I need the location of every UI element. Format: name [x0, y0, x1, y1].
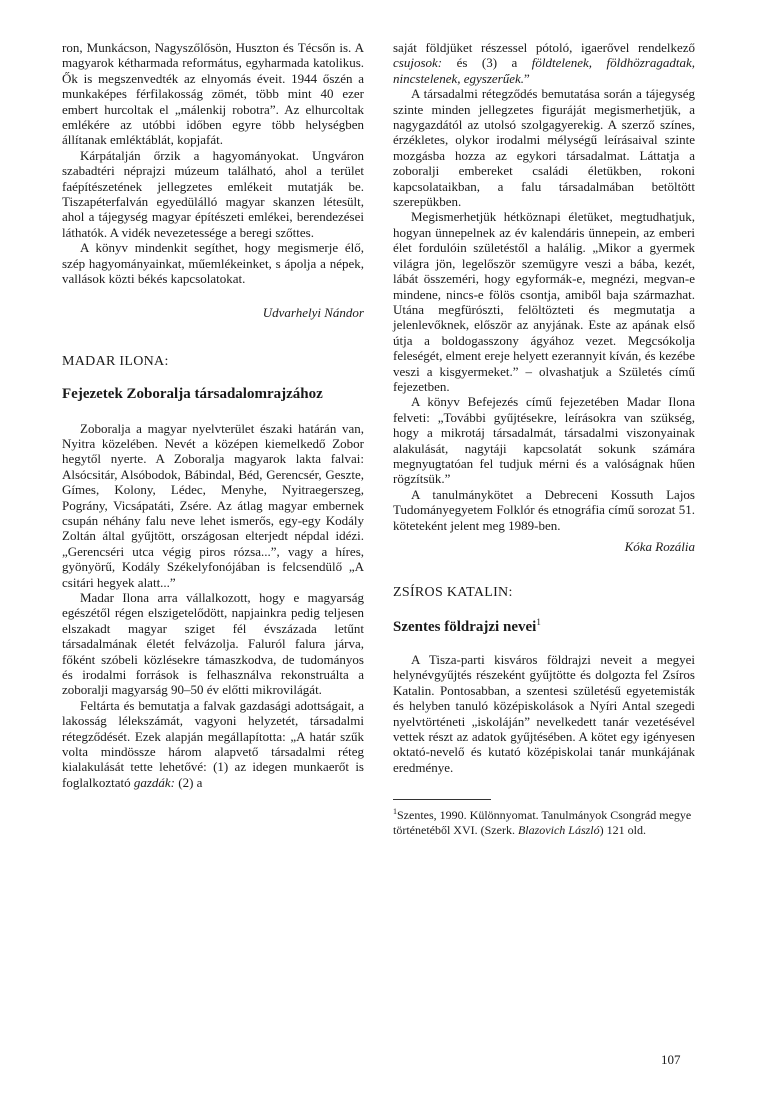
paragraph: Kárpátalján őrzik a hagyományokat. Ungváron szabadtéri néprajzi múzeum található, ahol a terület faépítészetének jellegzetes emlékeit mutatják be. Tiszapéterfalván egyedülálló magyar skanzen létesült, ahol a tájegység magyar építészeti emlékei, berendezései láthatók. A vidék nevezetessége a beregi szőttes.: [62, 147, 364, 240]
paragraph: Zoboralja a magyar nyelvterület északi határán van, Nyitra közelében. Nevét a középen kiemelkedő Zobor hegytől nyerte. A Zoboralja magyarok lakta falvai: Alsócsitár, Alsóbodok, Bábindal, Béd, Gerencsér, Geszte, Gímes, Kolony, Lédec, Menyhe, Nyitraegerszeg, Pográny, Vicsápatáti, Zsére. Az átlag magyar embernek csupán néhány falu neve lehet ismerős, egy-egy Kodály Zoltán által gyűjtött, országosan elterjedt népdal idézi. „Gerencséri utca végig piros rózsa...”, vagy a híres, gyönyörű, Kodály Székelyfonójában is felcsendülő „A csitári hegyek alatt...”: [62, 420, 364, 590]
text-run: Szentes, 1990. Különnyomat. Tanulmányok Csongrád megye történetéből XVI. (Szerk.: [393, 808, 692, 838]
paragraph: Megismerhetjük hétköznapi életüket, megtudhatjuk, hogyan ünnepelnek az év kalendáris ünnepein, az emberi élet fordulóin születéstől a halálig. „Mikor a gyermek világra jön, legelőször szemügyre veszi a bába, kezét, lábát összeméri, hogy egyformák-e, megnézi, megvan-e mindene, nincs-e fölös csontja, amiből baja származhat. Utána megfürószti, felöltözteti és megmutatja a jelenlevőknek, először az anyjának. Este az apának első útja a boldogasszony ágyához vezet. Megcsókolja feleségét, elment ereje helyett ezerannyit kíván, és kezébe veszi a kisgyermeket.” – olvashatjuk a Születés című fejezetben.: [393, 209, 695, 394]
paragraph: A Tisza-parti kisváros földrajzi neveit a megyei helynévgyűjtés részeként gyűjtötte és dolgozta fel Zsíros Katalin. Pontosabban, a szentesi születésű egyetemisták és helyben tanuló középiskolások a Nyíri Antal szegedi nyelvtörténeti „iskoláján” nevelkedett tanár vezetésével vettek részt az adatok gyűjtésében. A kötet egy igényesen oktató-nevelő és kutató középiskolai tanár munkájának eredménye.: [393, 652, 695, 775]
paragraph-continued: [393, 40, 695, 86]
review-author-heading: ZSÍROS KATALIN:: [393, 585, 513, 600]
footnote-number: 1: [393, 807, 397, 817]
left-column: [62, 40, 364, 790]
paragraph: A könyv Befejezés című fejezetében Madar Ilona felveti: „További gyűjtésekre, leírásokra van szükség, hogy a mikrotáj társadalmát, társadalmi viszonyainak alakulását, nagytáji kapcsolatát sokunk számára megnyugtatóan fel tudjuk mérni és a valóságnak hűen rögzítsük.”: [393, 394, 695, 487]
paragraph: A társadalmi rétegződés bemutatása során a tájegység szinte minden jellegzetes figuráját megismerhetjük, a nagygazdától az utolsó szolgagyerekig. A szerző színes, érzékletes, olykor irodalmi mélységű leírásaival szinte mozgásba hozza az egykori társadalmat. Láttatja a zoboralji embereket családi életükben, rokoni kapcsolataikban, a falu társadalmában betöltött szerepükben.: [393, 86, 695, 210]
page-number: 107: [661, 1052, 681, 1067]
footnote: [393, 804, 695, 838]
text-run: (2) a: [175, 774, 203, 790]
italic-term: földtelenek, földhözragadtak, nincstelenek, egyszerűek.: [393, 55, 695, 86]
text-run: saját földjüket részessel pótoló, igaerővel rendelkező: [393, 40, 695, 55]
title-text: Szentes földrajzi nevei: [393, 619, 537, 635]
footnote-marker: 1: [536, 617, 541, 627]
text-run: ) 121 old.: [599, 823, 646, 838]
paragraph: Madar Ilona arra vállalkozott, hogy e magyarság egészétől régen elszigetelődött, napjainkra pedig teljesen elszakadt magyar sziget fél évszázada letűnt társadalmának életét felvázolja. Faluról falura járva, főként szóbeli közlésekre támaszkodva, de tudományos és irodalmi források is felhasználva rekonstruálta a zoboralji magyarság 90–50 év előtti mikrovilágát.: [62, 589, 364, 698]
review-title: Fejezetek Zoboralja társadalomrajzához: [62, 385, 323, 402]
text-run: ”: [524, 70, 530, 86]
paragraph: A könyv mindenkit segíthet, hogy megismerje élő, szép hagyományainkat, műemlékeinket, s ápolja a népek, vallások közti békés kapcsolatokat.: [62, 240, 364, 287]
right-column: [393, 40, 695, 838]
italic-term: Blazovich László: [517, 823, 600, 838]
text-run: Feltárta és bemutatja a falvak gazdasági adottságait, a lakosság lélekszámát, vagyoni helyzetét, társadalmi rétegződését. Ezek alapján megállapította: „A határ szűk volta mindössze három alapvető társadalmi réteg kialakulását tette lehetővé: (1) az idegen munkaerőt is foglalkoztató: [62, 697, 364, 790]
text-run: és (3) a: [442, 55, 532, 71]
italic-term: csujosok:: [393, 55, 443, 71]
paragraph-continued: ron, Munkácson, Nagyszőlősön, Huszton és Técsőn is. A magyarok kétharmada református, egyharmada katolikus. Ők is megszenvedték az elnyomás éveit. 1944 őszén a munkaképes férfilakosság zömét, több mint 40 ezer embert hurcoltak el „málenkij robotra”. Az elhurcoltak emlékére az utóbbi időben egyre több helységben állítanak emléktáblát, kopjafát.: [62, 40, 364, 148]
review-signature: Udvarhelyi Nándor: [262, 304, 364, 320]
paragraph: [62, 698, 364, 790]
review-title: [393, 617, 695, 636]
italic-term: gazdák:: [133, 774, 176, 790]
review-signature: Kóka Rozália: [624, 539, 695, 554]
paragraph: A tanulmánykötet a Debreceni Kossuth Lajos Tudományegyetem Folklór és etnográfia című sorozat 51. köteteként jelent meg 1989-ben.: [393, 486, 695, 533]
review-author-heading: MADAR ILONA:: [62, 353, 169, 369]
